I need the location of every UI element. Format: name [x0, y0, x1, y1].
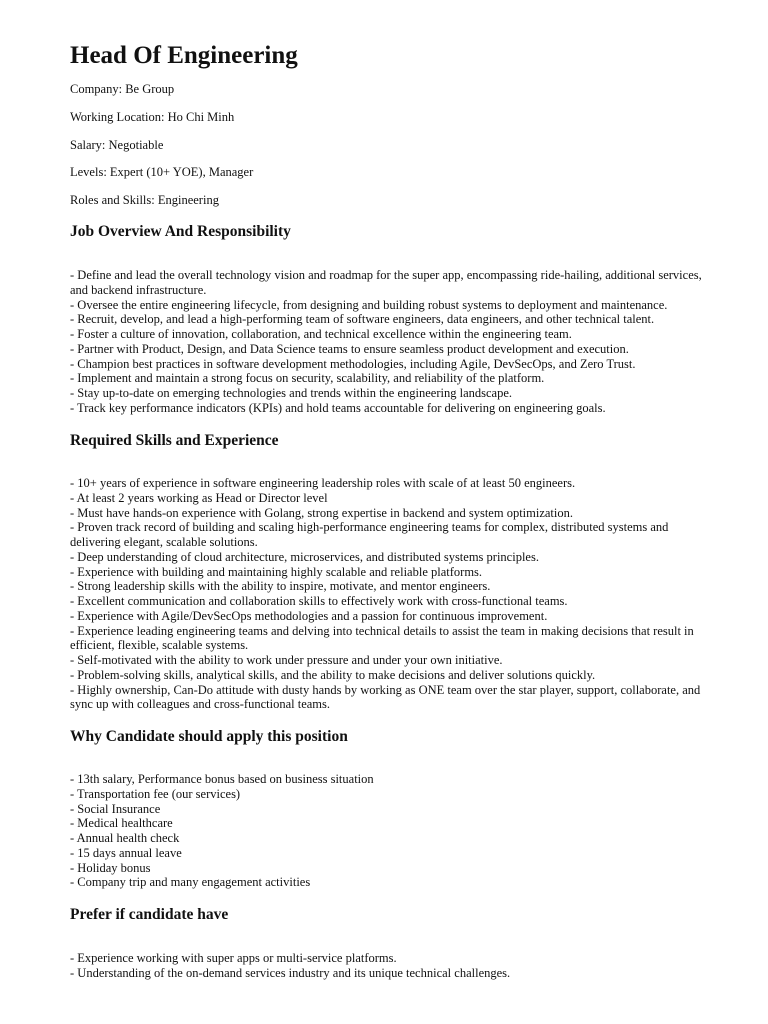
list-item: - Strong leadership skills with the ability to inspire, motivate, and mentor engineers. [70, 579, 491, 594]
list-item: - Oversee the entire engineering lifecycle, from designing and building robust systems to deployment and maintenance. [70, 297, 668, 312]
list-item: - Must have hands-on experience with Golang, strong expertise in backend and system optimization. [70, 505, 573, 520]
page-title: Head Of Engineering [70, 42, 298, 69]
list-item: - Excellent communication and collaboration skills to effectively work with cross-functional teams. [70, 594, 568, 608]
list-item: - Track key performance indicators (KPIs) and hold teams accountable for delivering on engineering goals. [70, 400, 606, 415]
list-item: - Proven track record of building and scaling high-performance engineering teams for complex, distributed systems and delivering elegant, scalable solutions. [70, 520, 669, 549]
salary-field: Salary: Negotiable [70, 138, 164, 152]
list-item: - Partner with Product, Design, and Data Science teams to ensure seamless product development and execution. [70, 341, 629, 356]
benefits-list [70, 772, 720, 890]
list-item: - Company trip and many engagement activities [70, 875, 311, 890]
list-item: - At least 2 years working as Head or Director level [70, 490, 328, 505]
list-item: - 10+ years of experience in software engineering leadership roles with scale of at least 50 engineers. [70, 476, 576, 490]
list-item: - Problem-solving skills, analytical skills, and the ability to make decisions and deliver solutions quickly. [70, 667, 596, 682]
list-item: - Experience working with super apps or multi-service platforms. [70, 951, 397, 965]
list-item: - Implement and maintain a strong focus on security, scalability, and reliability of the platform. [70, 371, 545, 386]
list-item: - Self-motivated with the ability to work under pressure and under your own initiative. [70, 653, 503, 667]
list-item: - Define and lead the overall technology vision and roadmap for the super app, encompassing ride-hailing, additional services, and backend infrastructure. [70, 268, 702, 297]
skills-heading: Required Skills and Experience [70, 432, 279, 449]
list-item: - Annual health check [70, 831, 180, 845]
why-apply-heading: Why Candidate should apply this position [70, 728, 348, 745]
skills-list [70, 476, 720, 712]
list-item: - Social Insurance [70, 801, 161, 816]
list-item: - Foster a culture of innovation, collaboration, and technical excellence within the engineering team. [70, 327, 572, 341]
list-item: - Deep understanding of cloud architecture, microservices, and distributed systems principles. [70, 549, 539, 564]
overview-list [70, 268, 720, 416]
levels-field: Levels: Expert (10+ YOE), Manager [70, 165, 254, 179]
list-item: - Highly ownership, Can-Do attitude with dusty hands by working as ONE team over the star player, support, collaborate, and sync up with colleagues and cross-functional teams. [70, 682, 701, 712]
list-item: - Stay up-to-date on emerging technologies and trends within the engineering landscape. [70, 386, 513, 400]
prefer-list [70, 951, 720, 981]
overview-heading: Job Overview And Responsibility [70, 223, 291, 240]
list-item: - Medical healthcare [70, 816, 173, 831]
list-item: - Champion best practices in software development methodologies, including Agile, DevSecOps, and Zero Trust. [70, 356, 636, 371]
prefer-heading: Prefer if candidate have [70, 906, 229, 923]
list-item: - 13th salary, Performance bonus based on business situation [70, 772, 374, 786]
list-item: - Transportation fee (our services) [70, 786, 241, 801]
list-item: - 15 days annual leave [70, 845, 182, 860]
roles-skills-field: Roles and Skills: Engineering [70, 193, 219, 207]
list-item: - Holiday bonus [70, 860, 151, 875]
list-item: - Understanding of the on-demand services industry and its unique technical challenges. [70, 965, 511, 980]
company-field: Company: Be Group [70, 82, 175, 96]
list-item: - Experience with building and maintaining highly scalable and reliable platforms. [70, 564, 483, 579]
list-item: - Experience leading engineering teams and delving into technical details to assist the team in making decisions that result in efficient, flexible, scalable systems. [70, 623, 694, 653]
list-item: - Experience with Agile/DevSecOps methodologies and a passion for continuous improvement. [70, 608, 548, 623]
location-field: Working Location: Ho Chi Minh [70, 110, 235, 124]
list-item: - Recruit, develop, and lead a high-performing team of software engineers, data engineers, and other technical talent. [70, 312, 655, 327]
